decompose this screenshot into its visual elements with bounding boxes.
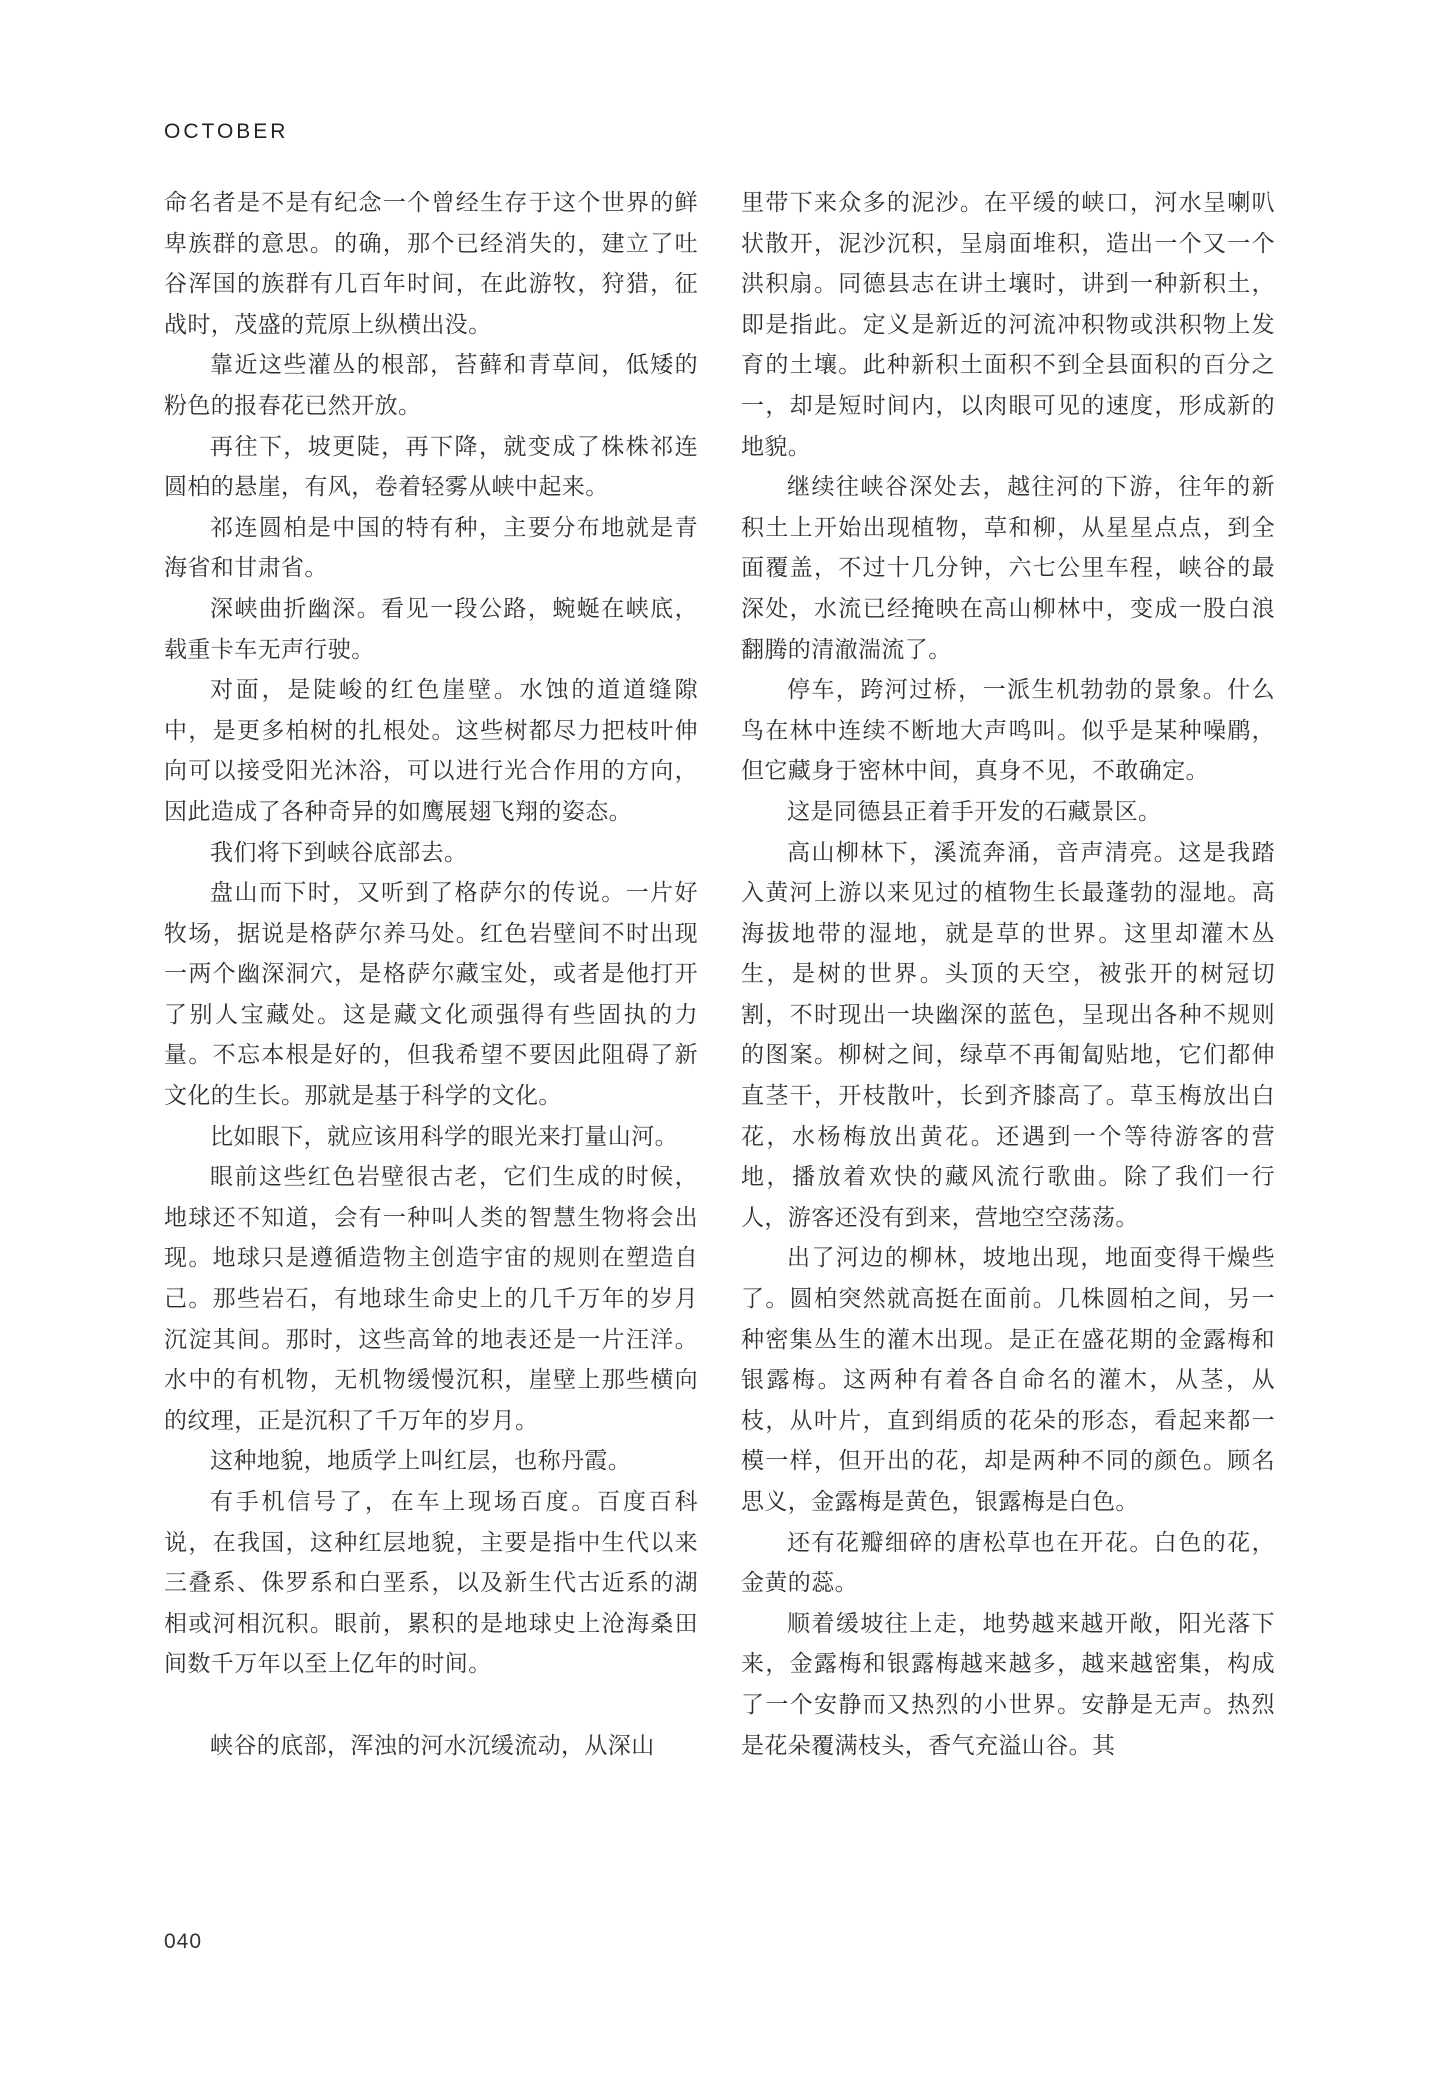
paragraph: 眼前这些红色岩壁很古老，它们生成的时候，地球还不知道，会有一种叫人类的智慧生物将会出现。地球只是遵循造物主创造宇宙的规则在塑造自己。那些岩石，有地球生命史上的几千万年的岁月沉淀其间。那时，这些高耸的地表还是一片汪洋。水中的有机物，无机物缓慢沉积，崖壁上那些横向的纹理，正是沉积了千万年的岁月。: [164, 1164, 698, 1434]
paragraph: 出了河边的柳林，坡地出现，地面变得干燥些了。圆柏突然就高挺在面前。几株圆柏之间，另一种密集丛生的灌木出现。是正在盛花期的金露梅和银露梅。这两种有着各自命名的灌木，从茎，从枝，从叶片，直到绢质的花朵的形态，看起来都一模一样，但开出的花，却是两种不同的颜色。顾名思义，金露梅是黄色，银露梅是白色。: [741, 1245, 1275, 1515]
paragraph: 峡谷的底部，浑浊的河水沉缓流动，从深山: [210, 1732, 655, 1759]
paragraph: 还有花瓣细碎的唐松草也在开花。白色的花，金黄的蕊。: [741, 1529, 1275, 1597]
paragraph: 停车，跨河过桥，一派生机勃勃的景象。什么鸟在林中连续不断地大声鸣叫。似乎是某种噪鹛，但它藏身于密林中间，真身不见，不敢确定。: [741, 677, 1275, 785]
left-text-column: [164, 183, 698, 1766]
paragraph: 我们将下到峡谷底部去。: [210, 839, 468, 866]
paragraph: 靠近这些灌丛的根部，苔藓和青草间，低矮的粉色的报春花已然开放。: [164, 352, 698, 419]
paragraph: 对面，是陡峻的红色崖壁。水蚀的道道缝隙中，是更多柏树的扎根处。这些树都尽力把枝叶伸向可以接受阳光沐浴，可以进行光合作用的方向，因此造成了各种奇异的如鹰展翅飞翔的姿态。: [164, 677, 698, 825]
paragraph: 这是同德县正着手开发的石藏景区。: [787, 798, 1162, 825]
paragraph: 盘山而下时，又听到了格萨尔的传说。一片好牧场，据说是格萨尔养马处。红色岩壁间不时出现一两个幽深洞穴，是格萨尔藏宝处，或者是他打开了别人宝藏处。这是藏文化顽强得有些固执的力量。不忘本根是好的，但我希望不要因此阻碍了新文化的生长。那就是基于科学的文化。: [164, 880, 698, 1110]
paragraph: 顺着缓坡往上走，地势越来越开敞，阳光落下来，金露梅和银露梅越来越多，越来越密集，构成了一个安静而又热烈的小世界。安静是无声。热烈是花朵覆满枝头，香气充溢山谷。其: [741, 1610, 1275, 1759]
paragraph: 命名者是不是有纪念一个曾经生存于这个世界的鲜卑族群的意思。的确，那个已经消失的，建立了吐谷浑国的族群有几百年时间，在此游牧，狩猎，征战时，茂盛的荒原上纵横出没。: [164, 190, 698, 338]
paragraph: 里带下来众多的泥沙。在平缓的峡口，河水呈喇叭状散开，泥沙沉积，呈扇面堆积，造出一个又一个洪积扇。同德县志在讲土壤时，讲到一种新积土，即是指此。定义是新近的河流冲积物或洪积物上发育的土壤。此种新积土面积不到全县面积的百分之一，却是短时间内，以肉眼可见的速度，形成新的地貌。: [741, 190, 1275, 460]
right-text-column: [741, 183, 1275, 1766]
paragraph: 比如眼下，就应该用科学的眼光来打量山河。: [210, 1123, 678, 1150]
page-number: 040: [164, 1930, 203, 1953]
paragraph: 再往下，坡更陡，再下降，就变成了株株祁连圆柏的悬崖，有风，卷着轻雾从峡中起来。: [164, 433, 698, 501]
paragraph: 继续往峡谷深处去，越往河的下游，往年的新积土上开始出现植物，草和柳，从星星点点，到全面覆盖，不过十几分钟，六七公里车程，峡谷的最深处，水流已经掩映在高山柳林中，变成一股白浪翻腾的清澈湍流了。: [741, 474, 1275, 663]
paragraph: 这种地貌，地质学上叫红层，也称丹霞。: [210, 1448, 632, 1475]
paragraph: 高山柳林下，溪流奔涌，音声清亮。这是我踏入黄河上游以来见过的植物生长最蓬勃的湿地。高海拔地带的湿地，就是草的世界。这里却灌木丛生，是树的世界。头顶的天空，被张开的树冠切割，不时现出一块幽深的蓝色，呈现出各种不规则的图案。柳树之间，绿草不再匍匐贴地，它们都伸直茎干，开枝散叶，长到齐膝高了。草玉梅放出白花，水杨梅放出黄花。还遇到一个等待游客的营地，播放着欢快的藏风流行歌曲。除了我们一行人，游客还没有到来，营地空空荡荡。: [741, 839, 1275, 1231]
paragraph: 深峡曲折幽深。看见一段公路，蜿蜒在峡底，载重卡车无声行驶。: [164, 595, 698, 663]
paragraph: 有手机信号了，在车上现场百度。百度百科说，在我国，这种红层地貌，主要是指中生代以来三叠系、侏罗系和白垩系，以及新生代古近系的湖相或河相沉积。眼前，累积的是地球史上沧海桑田间数千万年以至上亿年的时间。: [164, 1489, 698, 1678]
running-header: OCTOBER: [164, 120, 289, 143]
paragraph: 祁连圆柏是中国的特有种，主要分布地就是青海省和甘肃省。: [164, 514, 698, 582]
